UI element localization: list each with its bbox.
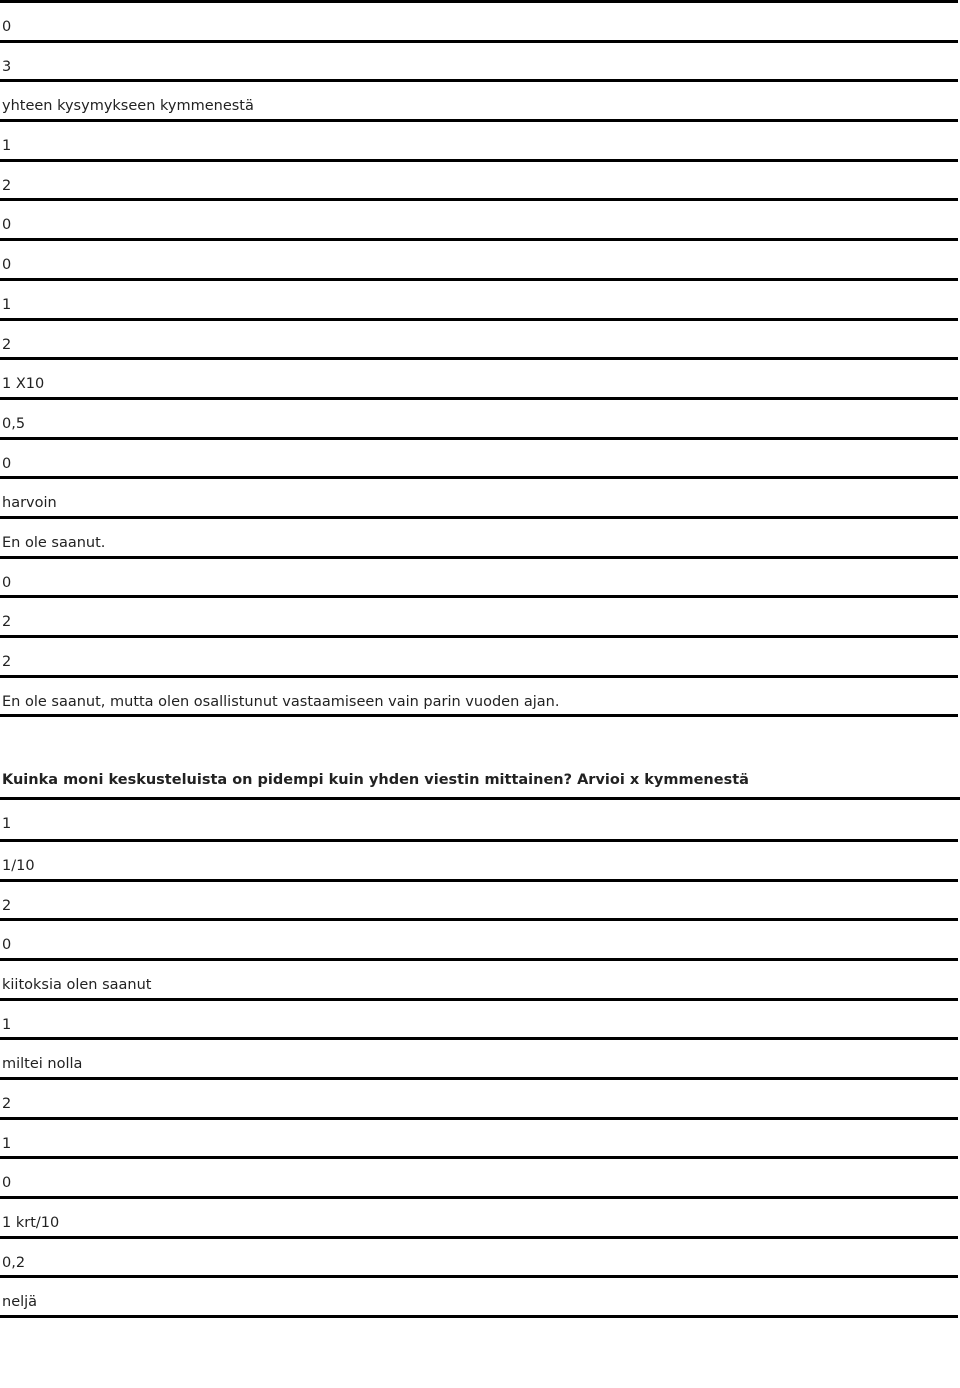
question-heading: Kuinka moni keskusteluista on pidempi kuin yhden viestin mittainen? Arvioi x kymmenestä	[0, 758, 960, 800]
answer-row: 0	[0, 559, 958, 599]
answer-row: 2	[0, 162, 958, 202]
answer-row: 1	[0, 800, 958, 842]
answer-row: neljä	[0, 1278, 958, 1318]
answer-row: 2	[0, 1080, 958, 1120]
answer-row: 0,2	[0, 1239, 958, 1279]
answer-row: 2	[0, 598, 958, 638]
answer-row: 3	[0, 43, 958, 83]
answer-row: 1	[0, 1001, 958, 1041]
section-spacer	[0, 717, 960, 758]
answer-row: 1	[0, 1120, 958, 1160]
answer-row: 0,5	[0, 400, 958, 440]
answer-row: 1/10	[0, 842, 958, 882]
answer-row: 0	[0, 241, 958, 281]
answer-row: harvoin	[0, 479, 958, 519]
answer-row: 0	[0, 1159, 958, 1199]
answer-row: 2	[0, 321, 958, 361]
answer-row: 1	[0, 122, 958, 162]
answer-row: miltei nolla	[0, 1040, 958, 1080]
answer-row: 1 krt/10	[0, 1199, 958, 1239]
answer-row: 0	[0, 440, 958, 480]
answer-row: En ole saanut.	[0, 519, 958, 559]
answer-row: 0	[0, 921, 958, 961]
answer-row: 2	[0, 638, 958, 678]
answer-row: yhteen kysymykseen kymmenestä	[0, 82, 958, 122]
answer-row: kiitoksia olen saanut	[0, 961, 958, 1001]
answer-row: 1 X10	[0, 360, 958, 400]
answer-row: 1	[0, 281, 958, 321]
answer-row: 2	[0, 882, 958, 922]
answers-list-section-2	[0, 800, 958, 1318]
answer-row: 0	[0, 201, 958, 241]
answer-row: En ole saanut, mutta olen osallistunut vastaamiseen vain parin vuoden ajan.	[0, 678, 958, 718]
answer-row: 0	[0, 0, 958, 43]
